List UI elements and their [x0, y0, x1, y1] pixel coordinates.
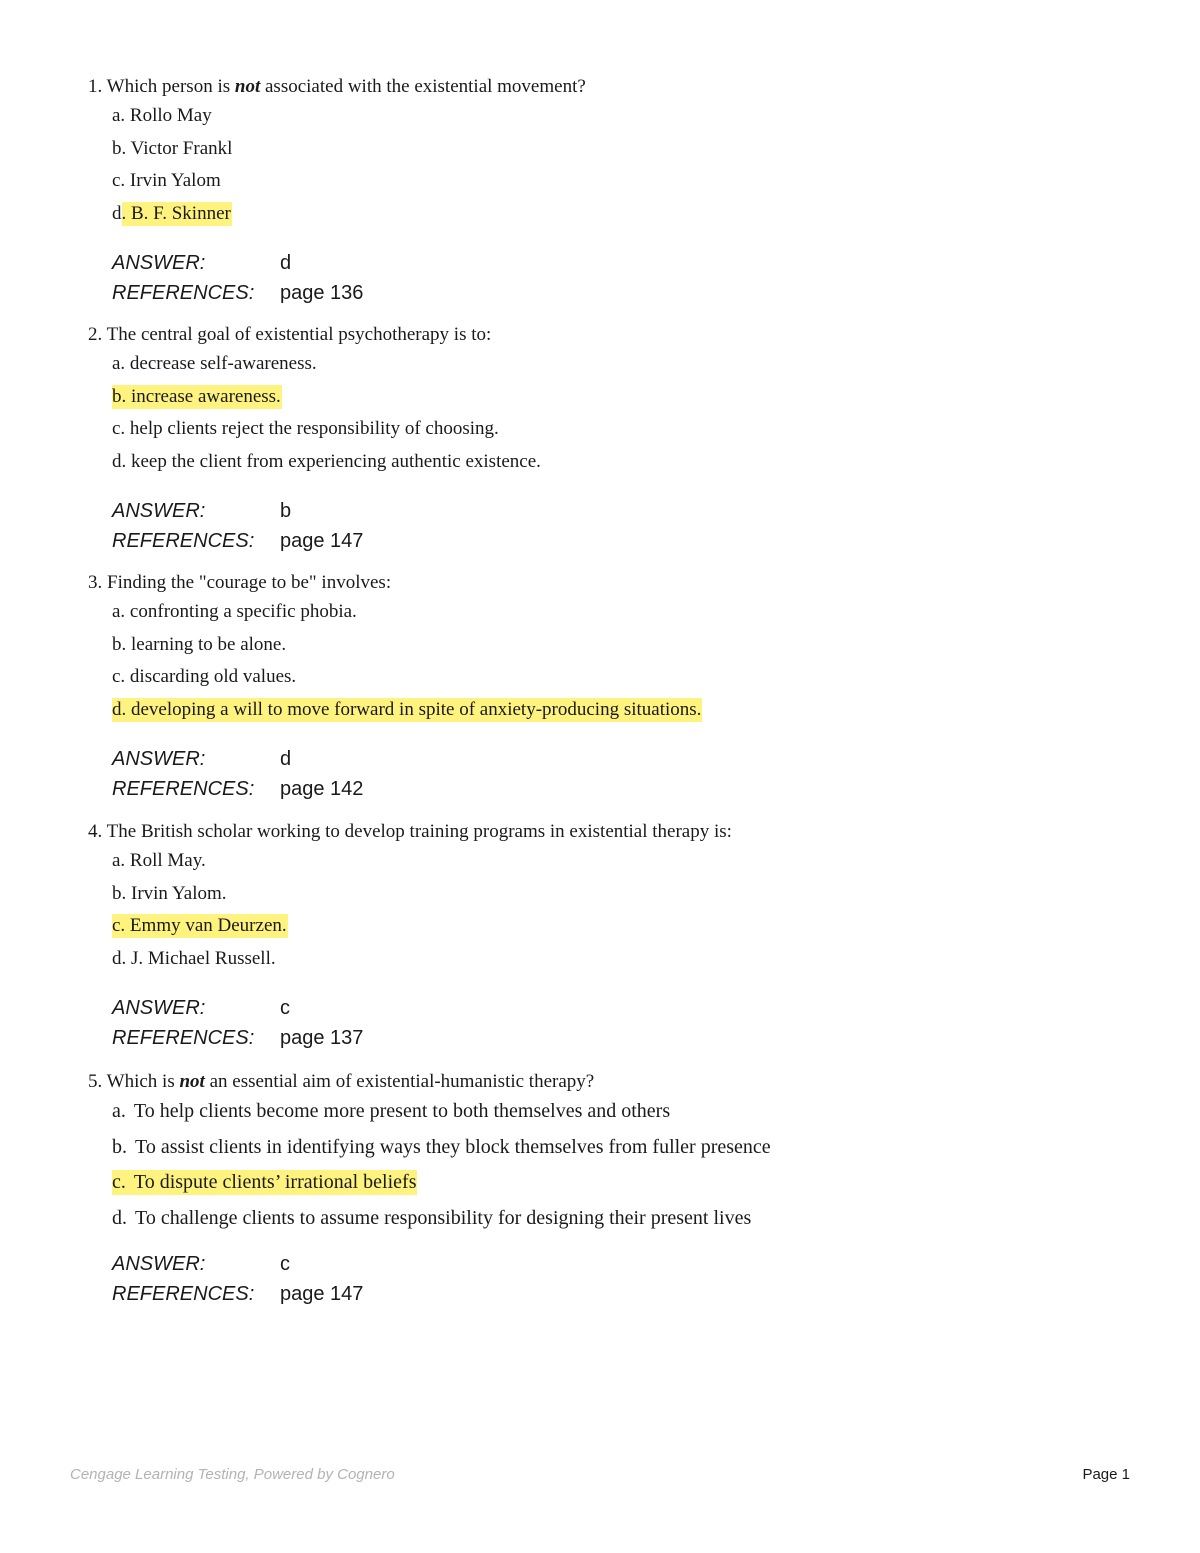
question-2 [88, 323, 1128, 556]
references-value: page 137 [280, 1027, 364, 1049]
option-c-correct [112, 914, 1128, 947]
answer-value: c [280, 997, 290, 1019]
question-stem: 2. The central goal of existential psychotherapy is to: [88, 324, 492, 345]
references-label: REFERENCES: [112, 1283, 255, 1305]
answer-value: d [280, 252, 292, 274]
references-value: page 147 [280, 530, 364, 552]
options-list [112, 849, 1128, 979]
answer-value: d [280, 748, 292, 770]
question-4 [88, 820, 1128, 1053]
highlighted-answer: d. developing a will to move forward in spite of anxiety-producing situations. [112, 698, 702, 720]
references-value: page 142 [280, 778, 364, 800]
option-c-correct [112, 1170, 1128, 1206]
answer-label: ANSWER: [112, 997, 206, 1019]
option-c: c. discarding old values. [112, 666, 297, 687]
highlighted-answer: c. Emmy van Deurzen. [112, 915, 287, 936]
highlighted-answer: c. To dispute clients’ irrational beliefs [112, 1171, 417, 1193]
question-stem: 5. Which is not an essential aim of existential-humanistic therapy? [88, 1071, 595, 1092]
option-b: b. learning to be alone. [112, 633, 287, 655]
answer-label: ANSWER: [112, 500, 206, 522]
option-a: a. confronting a specific phobia. [112, 601, 357, 622]
highlighted-answer: b. increase awareness. [112, 385, 281, 407]
question-stem: 3. Finding the "courage to be" involves: [88, 572, 392, 593]
question-3 [88, 571, 1128, 804]
option-d: d. keep the client from experiencing authentic existence. [112, 450, 541, 472]
page-number: Page 1 [1082, 1466, 1130, 1483]
option-d: d. To challenge clients to assume responsibility for designing their present lives [112, 1206, 752, 1229]
option-c: c. Irvin Yalom [112, 170, 221, 191]
answer-label: ANSWER: [112, 1253, 206, 1275]
option-a: a. Rollo May [112, 105, 212, 126]
option-a: a. To help clients become more present to both themselves and others [112, 1100, 671, 1122]
option-d-correct [112, 698, 1128, 731]
option-b-correct [112, 385, 1128, 418]
answer-label: ANSWER: [112, 252, 206, 274]
answer-block [112, 993, 1128, 1053]
option-b: b. Irvin Yalom. [112, 882, 227, 904]
options-list [112, 1099, 1128, 1241]
answer-block [112, 496, 1128, 556]
option-c: c. help clients reject the responsibility of choosing. [112, 418, 499, 439]
options-list [112, 352, 1128, 482]
answer-block [112, 1249, 1128, 1309]
answer-label: ANSWER: [112, 748, 206, 770]
highlighted-answer: . B. F. Skinner [121, 202, 231, 224]
references-value: page 136 [280, 282, 364, 304]
emphasis-not: not [179, 1071, 205, 1092]
references-value: page 147 [280, 1283, 364, 1305]
answer-value: c [280, 1253, 290, 1275]
question-stem: 1. Which person is not associated with the existential movement? [88, 76, 586, 97]
page-footer [70, 1466, 1130, 1483]
option-d: d. J. Michael Russell. [112, 947, 276, 969]
footer-publisher: Cengage Learning Testing, Powered by Cognero [70, 1466, 395, 1483]
option-a: a. Roll May. [112, 850, 206, 871]
option-b: b. To assist clients in identifying ways they block themselves from fuller presence [112, 1135, 771, 1158]
answer-block [112, 248, 1128, 308]
option-a: a. decrease self-awareness. [112, 353, 317, 374]
references-label: REFERENCES: [112, 530, 255, 552]
references-label: REFERENCES: [112, 778, 255, 800]
answer-value: b [280, 500, 292, 522]
option-b: b. Victor Frankl [112, 137, 233, 159]
options-list [112, 600, 1128, 730]
question-1 [88, 75, 1128, 308]
option-d-correct: d. B. F. Skinner [112, 202, 231, 224]
emphasis-not: not [234, 76, 261, 97]
question-5 [88, 1070, 1128, 1309]
options-list [112, 104, 1128, 234]
references-label: REFERENCES: [112, 1027, 255, 1049]
answer-block [112, 744, 1128, 804]
question-stem: 4. The British scholar working to develop training programs in existential therapy is: [88, 821, 732, 842]
references-label: REFERENCES: [112, 282, 255, 304]
